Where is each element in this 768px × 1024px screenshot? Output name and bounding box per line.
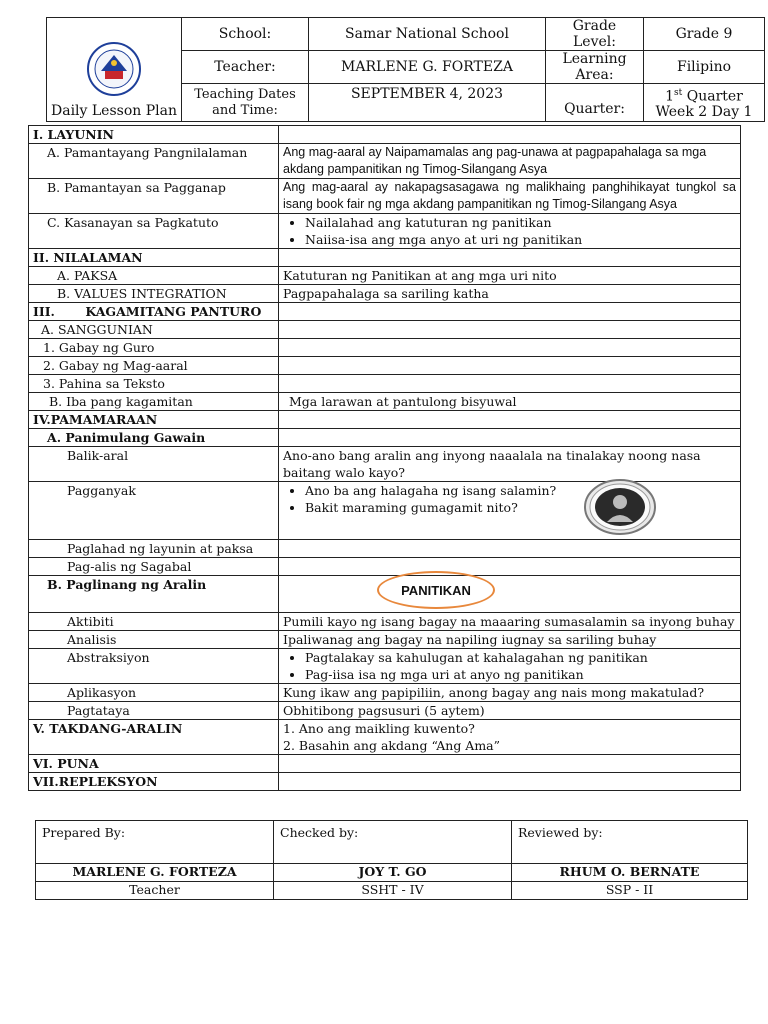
table-row bbox=[29, 684, 741, 702]
list-item: • Bakit maraming gumagamit nito? bbox=[305, 499, 736, 516]
list-item: • Nailalahad ang katuturan ng panitikan bbox=[305, 214, 736, 231]
area-value: Filipino bbox=[644, 51, 765, 84]
row-value: Obhitibong pagsusuri (5 aytem) bbox=[279, 702, 741, 720]
table-row bbox=[29, 649, 741, 684]
row-label: A. SANGGUNIAN bbox=[29, 321, 279, 339]
list-item: • Ano ba ang halagaha ng isang salamin? bbox=[305, 482, 736, 499]
checked-label: Checked by: bbox=[274, 821, 512, 864]
row-value: Katuturan ng Panitikan at ang mga uri nito bbox=[279, 267, 741, 285]
table-row bbox=[29, 411, 741, 429]
row-label: B. VALUES INTEGRATION bbox=[29, 285, 279, 303]
row-label: Aktibiti bbox=[29, 613, 279, 631]
reviewed-position: SSP - II bbox=[512, 882, 748, 900]
row-label: B. Paglinang ng Aralin bbox=[29, 576, 279, 613]
section-puna: VI. PUNA bbox=[29, 755, 279, 773]
mirror-picture-icon bbox=[583, 478, 657, 536]
section-layunin: I. LAYUNIN bbox=[29, 126, 279, 144]
logo-cell bbox=[47, 18, 182, 122]
list-item: • Naiisa-isa ang mga anyo at uri ng panitikan bbox=[305, 231, 736, 248]
row-label: B. Iba pang kagamitan bbox=[29, 393, 279, 411]
row-label: B. Pamantayan sa Pagganap bbox=[29, 179, 279, 214]
table-row bbox=[29, 755, 741, 773]
row-value: Pumili kayo ng isang bagay na maaaring sumasalamin sa inyong buhay bbox=[279, 613, 741, 631]
section-nilalaman: II. NILALAMAN bbox=[29, 249, 279, 267]
table-row bbox=[29, 447, 741, 482]
table-row bbox=[29, 702, 741, 720]
row-label: Pagganyak bbox=[29, 482, 279, 540]
section-kagamitan: III. KAGAMITANG PANTURO bbox=[29, 303, 279, 321]
section-repleksyon: VII.REPLEKSYON bbox=[29, 773, 279, 791]
table-row bbox=[29, 249, 741, 267]
table-row bbox=[29, 631, 741, 649]
row-value: Ipaliwanag ang bagay na napiling iugnay sa sariling buhay bbox=[279, 631, 741, 649]
table-row bbox=[29, 321, 741, 339]
table-row bbox=[29, 214, 741, 249]
row-value: Pagpapahalaga sa sariling katha bbox=[279, 285, 741, 303]
table-row bbox=[29, 558, 741, 576]
quarter-sup: st bbox=[674, 87, 683, 98]
school-value: Samar National School bbox=[309, 18, 546, 51]
row-value: Ang mag-aaral ay nakapagsasagawa ng malikhaing panghihikayat tungkol sa isang book fair ng mga akdang pampanitikan ng Timog-Silangang Asya bbox=[279, 179, 741, 214]
table-row bbox=[29, 303, 741, 321]
row-value: Ang mag-aaral ay Naipamamalas ang pag-unawa at pagpapahalaga sa mga akdang pampanitikan ng Timog-Silangang Asya bbox=[279, 144, 741, 179]
quarter-label: Quarter: bbox=[546, 84, 644, 122]
signature-table bbox=[35, 820, 748, 900]
prepared-label: Prepared By: bbox=[36, 821, 274, 864]
quarter-num: 1 bbox=[665, 88, 675, 105]
row-label: 3. Pahina sa Teksto bbox=[29, 375, 279, 393]
teacher-label: Teacher: bbox=[182, 51, 309, 84]
table-row bbox=[29, 613, 741, 631]
row-label: A. Pamantayang Pangnilalaman bbox=[29, 144, 279, 179]
lesson-plan-table bbox=[28, 125, 741, 791]
row-label: Abstraksiyon bbox=[29, 649, 279, 684]
row-label: Aplikasyon bbox=[29, 684, 279, 702]
teacher-value: MARLENE G. FORTEZA bbox=[309, 51, 546, 84]
list-item: • Pag-iisa isa ng mga uri at anyo ng panitikan bbox=[305, 666, 736, 683]
table-row bbox=[29, 357, 741, 375]
list-item: 2. Basahin ang akdang “Ang Ama” bbox=[283, 738, 501, 753]
row-value: Kung ikaw ang papipiliin, anong bagay ang nais mong makatulad? bbox=[279, 684, 741, 702]
row-value: Mga larawan at pantulong bisyuwal bbox=[279, 393, 741, 411]
dates-value: SEPTEMBER 4, 2023 bbox=[309, 84, 546, 122]
table-row bbox=[29, 720, 741, 755]
grade-label: Grade Level: bbox=[546, 18, 644, 51]
row-value: Ano-ano bang aralin ang inyong naaalala na tinalakay noong nasa baitang walo kayo? bbox=[279, 447, 741, 482]
table-row bbox=[29, 267, 741, 285]
row-label: Balik-aral bbox=[29, 447, 279, 482]
row-label: A. PAKSA bbox=[29, 267, 279, 285]
panitikan-oval: PANITIKAN bbox=[377, 571, 495, 609]
row-label: Pagtataya bbox=[29, 702, 279, 720]
row-label: A. Panimulang Gawain bbox=[29, 429, 279, 447]
prepared-position: Teacher bbox=[36, 882, 274, 900]
prepared-name: MARLENE G. FORTEZA bbox=[36, 864, 274, 882]
table-row bbox=[29, 393, 741, 411]
table-row bbox=[29, 375, 741, 393]
area-label: Learning Area: bbox=[546, 51, 644, 84]
table-row bbox=[29, 285, 741, 303]
quarter-rest: Quarter bbox=[682, 88, 743, 105]
table-row bbox=[29, 429, 741, 447]
grade-value: Grade 9 bbox=[644, 18, 765, 51]
table-row bbox=[29, 540, 741, 558]
row-label: C. Kasanayan sa Pagkatuto bbox=[29, 214, 279, 249]
row-label: 1. Gabay ng Guro bbox=[29, 339, 279, 357]
row-label: Pag-alis ng Sagabal bbox=[29, 558, 279, 576]
section-pamamaraan: IV.PAMAMARAAN bbox=[29, 411, 279, 429]
deped-logo bbox=[71, 41, 157, 93]
table-row bbox=[29, 339, 741, 357]
reviewed-name: RHUM O. BERNATE bbox=[512, 864, 748, 882]
checked-name: JOY T. GO bbox=[274, 864, 512, 882]
row-label: Analisis bbox=[29, 631, 279, 649]
header-table bbox=[46, 17, 765, 122]
list-item: • Pagtalakay sa kahulugan at kahalagahan ng panitikan bbox=[305, 649, 736, 666]
row-label: 2. Gabay ng Mag-aaral bbox=[29, 357, 279, 375]
row-label: Paglahad ng layunin at paksa bbox=[29, 540, 279, 558]
list-item: 1. Ano ang maikling kuwento? bbox=[283, 721, 475, 736]
table-row bbox=[29, 126, 741, 144]
school-label: School: bbox=[182, 18, 309, 51]
doc-title: Daily Lesson Plan bbox=[51, 103, 177, 119]
table-row bbox=[29, 144, 741, 179]
week-value: Week 2 Day 1 bbox=[655, 104, 753, 121]
dates-label: Teaching Dates and Time: bbox=[182, 84, 309, 122]
reviewed-label: Reviewed by: bbox=[512, 821, 748, 864]
table-row bbox=[29, 773, 741, 791]
checked-position: SSHT - IV bbox=[274, 882, 512, 900]
table-row bbox=[29, 179, 741, 214]
quarter-value bbox=[644, 84, 765, 122]
section-takdang-aralin: V. TAKDANG-ARALIN bbox=[29, 720, 279, 755]
